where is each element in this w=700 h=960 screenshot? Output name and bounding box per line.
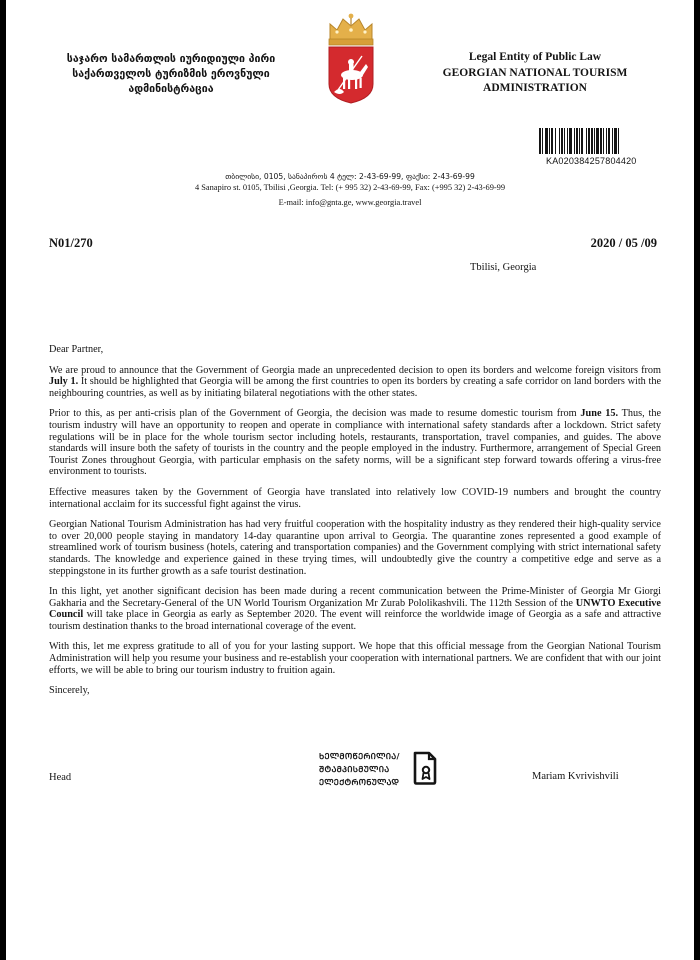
stamp-line-2: ᲨᲢᲐᲛᲞᲘᲡᲛᲣᲚᲘᲐ bbox=[319, 764, 390, 774]
barcode-bar bbox=[600, 128, 602, 154]
barcode-bar bbox=[591, 128, 593, 154]
coat-of-arms-icon bbox=[322, 12, 380, 104]
barcode-bar bbox=[564, 128, 565, 154]
barcode-bar bbox=[574, 128, 575, 154]
stamp-line-1: ᲮᲔᲚᲛᲝᲬᲔᲠᲘᲚᲘᲐ/ bbox=[319, 751, 400, 761]
barcode-bar bbox=[561, 128, 563, 154]
signatory-name: Mariam Kvrivishvili bbox=[532, 771, 619, 782]
paragraph-4: Georgian National Tourism Administration has had very fruitful cooperation with the hospitality industry as they rendered their high-quality service to over 20,000 people staying in mandatory 14-day quarantine upon arrival to Georgia. The quarantine zones represented a good example of streamlined work of tourism business (hotels, catering and transportation companies) and the Government complying with strict international safety standards. The knowledge and experience gained in these trying times, will undoubtedly give the country a competitive edge and serve as a steppingstone in its further growth as a safe tourist destination. bbox=[49, 519, 661, 577]
barcode-bar bbox=[549, 128, 550, 154]
paragraph-3: Effective measures taken by the Government of Georgia have translated into relatively low COVID-19 numbers and brought the country international acclaim for its successful fight against the virus. bbox=[49, 486, 661, 510]
paragraph-1: We are proud to announce that the Government of Georgia made an unprecedented decision to open its borders and welcome foreign visitors from July 1. It should be highlighted that Georgia will be among the first countries to open its borders by creating a safe corridor on land borders with the neighbouring countries, as well as by initiating bilateral negotiations with the other states. bbox=[49, 364, 661, 399]
barcode-bar bbox=[559, 128, 560, 154]
email-line: E-mail: info@gnta.ge, www.georgia.travel bbox=[278, 198, 422, 207]
address-english: 4 Sanapiro st. 0105, Tbilisi ,Georgia. Tel: (+ 995 32) 2-43-69-99, Fax: (+995 32) 2-43-69-99 bbox=[194, 183, 506, 192]
georgian-org-title bbox=[46, 52, 296, 97]
english-title-line-3: ADMINISTRATION bbox=[483, 82, 587, 94]
closing: Sincerely, bbox=[49, 685, 90, 697]
georgian-title-line-3: ადმინისტრაცია bbox=[128, 83, 214, 95]
barcode-bar bbox=[569, 128, 572, 154]
letter-page bbox=[6, 0, 694, 960]
address-georgian: თბილისი, 0105, სანაპიროს 4 ტელ: 2-43-69-99, ფაქსი: 2-43-69-99 bbox=[225, 172, 475, 181]
barcode-bar bbox=[576, 128, 578, 154]
paragraph-5: In this light, yet another significant decision has been made during a recent communication between the Prime-Minister of Georgia Mr Giorgi Gakharia and the Secretary-General of the UN World Tourism Organization Mr Zurab Pololikashvili. The 112th Session of the UNWTO Executive Council will take place in Georgia as early as September 2020. The event will reinforce the worldwide image of Georgia as a safe and attractive tourism destination thanks to the broad international coverage of the event. bbox=[49, 586, 661, 632]
barcode-bar bbox=[596, 128, 599, 154]
barcode-bar bbox=[608, 128, 610, 154]
english-org-title bbox=[426, 50, 644, 97]
signatory-title: Head bbox=[49, 772, 72, 783]
barcode-number: KA020384257804420 bbox=[546, 156, 637, 166]
letter-date: 2020 / 05 /09 bbox=[590, 236, 657, 250]
stamp-line-3: ᲔᲚᲔᲥᲢᲠᲝᲜᲣᲚᲐᲓ bbox=[319, 777, 400, 787]
barcode-bar bbox=[579, 128, 580, 154]
barcode-bar bbox=[555, 128, 556, 154]
letter-city: Tbilisi, Georgia bbox=[470, 262, 537, 273]
barcode-bar bbox=[539, 128, 541, 154]
english-title-line-2: GEORGIAN NATIONAL TOURISM bbox=[442, 66, 628, 79]
georgian-title-line-2: საქართველოს ტურიზმის ეროვნული bbox=[72, 68, 270, 80]
salutation: Dear Partner, bbox=[49, 344, 104, 355]
english-title-line-1: Legal Entity of Public Law bbox=[468, 51, 602, 63]
e-document-icon bbox=[412, 751, 438, 785]
letter-body bbox=[49, 344, 661, 706]
barcode-bar bbox=[614, 128, 617, 154]
barcode-bar bbox=[542, 128, 543, 154]
barcode-bar bbox=[551, 128, 553, 154]
paragraph-2: Prior to this, as per anti-crisis plan of the Government of Georgia, the decision was made to resume domestic tourism from June 15. Thus, the tourism industry will have an opportunity to reopen and operate in compliance with international safety standards after a lockdown. Strict safety regulations will be in place for the whole tourism sector including hotels, restaurants, transportation, travel companies, and guides. The above standards will insure both the safety of tourists in the country and the people employed in the industry. Furthermore, arrangement of Special Green Tourist Zones throughout Georgia, with particular emphasis on the safety norms, will be a significant step forward towards offering a virus-free environment to tourists. bbox=[49, 408, 662, 478]
paragraph-6: With this, let me express gratitude to all of you for your lasting support. We hope that this official message from the Georgian National Tourism Administration will help you resume your business and re-establish your cooperation with international partners. We are confident that with our joint efforts, we will be able to bring our tourism industry to fruition again. bbox=[49, 641, 661, 676]
barcode-bar bbox=[581, 128, 583, 154]
barcode-bar bbox=[586, 128, 587, 154]
barcode-bar bbox=[612, 128, 613, 154]
barcode-bar bbox=[618, 128, 619, 154]
georgian-title-line-1: საჯარო სამართლის იურიდიული პირი bbox=[66, 53, 276, 65]
barcode-bar bbox=[606, 128, 607, 154]
barcode-bar bbox=[567, 128, 568, 154]
barcode-bar bbox=[603, 128, 604, 154]
electronic-signature-stamp bbox=[319, 750, 411, 789]
barcode-bar bbox=[545, 128, 548, 154]
barcode bbox=[539, 128, 657, 154]
reference-number: N01/270 bbox=[49, 236, 93, 250]
crown-icon bbox=[329, 14, 373, 45]
barcode-bar bbox=[588, 128, 590, 154]
barcode-bar bbox=[594, 128, 595, 154]
